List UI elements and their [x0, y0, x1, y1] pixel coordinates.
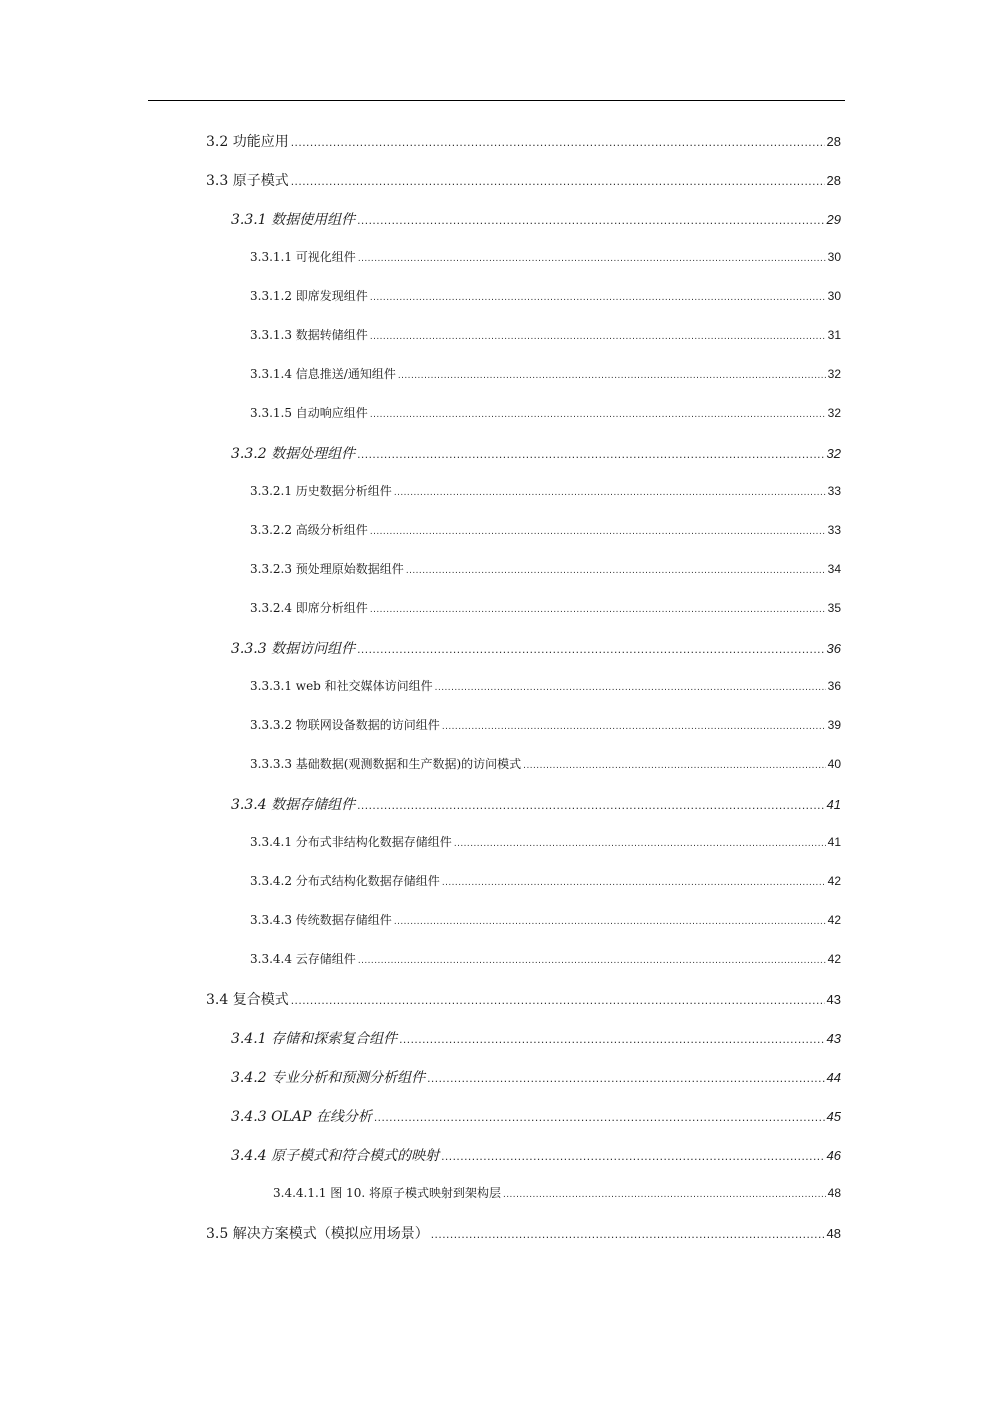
toc-leader-dots: [503, 1189, 826, 1200]
toc-entry[interactable]: [250, 365, 841, 382]
toc-entry-title: 3.3.2 数据处理组件: [231, 446, 356, 462]
toc-leader-dots: [357, 642, 824, 656]
toc-entry-page: 33: [827, 523, 841, 537]
toc-entry-page: 43: [826, 1031, 841, 1046]
toc-entry[interactable]: [206, 1223, 841, 1243]
toc-entry-page: 32: [827, 406, 841, 420]
toc-leader-dots: [374, 1110, 825, 1124]
toc-entry-page: 42: [827, 874, 841, 888]
toc-entry[interactable]: [206, 170, 841, 190]
toc-entry[interactable]: [250, 248, 841, 265]
toc-entry-page: 41: [826, 797, 841, 812]
toc-entry[interactable]: [231, 443, 841, 463]
toc-leader-dots: [442, 877, 826, 888]
toc-entry-title: 3.3.3.1 web 和社交媒体访问组件: [250, 679, 433, 693]
toc-entry-title: 3.3.3 数据访问组件: [231, 641, 356, 657]
toc-entry-page: 45: [826, 1109, 841, 1124]
toc-entry-page: 42: [827, 913, 841, 927]
toc-entry[interactable]: [231, 1067, 841, 1087]
toc-entry-title: 3.4.1 存储和探索复合组件: [231, 1031, 398, 1047]
toc-entry-title: 3.2 功能应用: [206, 134, 289, 150]
toc-entry-page: 42: [827, 952, 841, 966]
toc-entry-title: 3.3.1.1 可视化组件: [250, 250, 356, 264]
toc-entry-page: 36: [826, 641, 841, 656]
toc-entry[interactable]: [250, 716, 841, 733]
toc-entry[interactable]: [250, 560, 841, 577]
toc-leader-dots: [442, 721, 826, 732]
toc-entry-page: 28: [826, 134, 841, 149]
toc-leader-dots: [291, 174, 825, 188]
toc-entry-title: 3.3.4.4 云存储组件: [250, 952, 356, 966]
toc-entry-title: 3.3.4 数据存储组件: [231, 797, 356, 813]
toc-entry-page: 46: [826, 1148, 841, 1163]
toc-entry-title: 3.3.4.3 传统数据存储组件: [250, 913, 392, 927]
toc-entry-title: 3.3.1.5 自动响应组件: [250, 406, 368, 420]
toc-leader-dots: [454, 838, 826, 849]
toc-leader-dots: [358, 253, 826, 264]
toc-leader-dots: [406, 565, 826, 576]
toc-entry[interactable]: [206, 989, 841, 1009]
toc-leader-dots: [398, 370, 826, 381]
toc-entry[interactable]: [250, 326, 841, 343]
toc-entry[interactable]: [250, 482, 841, 499]
toc-entry[interactable]: [250, 521, 841, 538]
toc-entry[interactable]: [250, 911, 841, 928]
toc-leader-dots: [394, 916, 826, 927]
toc-leader-dots: [357, 798, 824, 812]
toc-leader-dots: [441, 1149, 824, 1163]
toc-leader-dots: [370, 526, 826, 537]
toc-entry-page: 48: [826, 1226, 841, 1241]
toc-entry-title: 3.3.4.2 分布式结构化数据存储组件: [250, 874, 440, 888]
toc-entry-title: 3.3.2.1 历史数据分析组件: [250, 484, 392, 498]
toc-entry-title: 3.3.3.3 基础数据(观测数据和生产数据)的访问模式: [250, 757, 522, 771]
toc-entry-title: 3.3.1.3 数据转储组件: [250, 328, 368, 342]
toc-leader-dots: [431, 1227, 825, 1241]
toc-entry-page: 39: [827, 718, 841, 732]
toc-entry[interactable]: [231, 1106, 841, 1126]
toc-leader-dots: [370, 331, 826, 342]
toc-entry-page: 41: [827, 835, 841, 849]
toc-entry-title: 3.3.1.2 即席发现组件: [250, 289, 368, 303]
toc-leader-dots: [435, 682, 826, 693]
toc-leader-dots: [357, 213, 824, 227]
toc-entry-title: 3.5 解决方案模式（模拟应用场景）: [206, 1226, 429, 1242]
toc-entry[interactable]: [250, 677, 841, 694]
toc-entry-page: 40: [827, 757, 841, 771]
toc-entry[interactable]: [231, 209, 841, 229]
toc-entry[interactable]: [273, 1184, 841, 1201]
toc-leader-dots: [370, 409, 826, 420]
toc-entry-page: 33: [827, 484, 841, 498]
toc-entry[interactable]: [250, 833, 841, 850]
toc-entry[interactable]: [231, 1145, 841, 1165]
toc-entry[interactable]: [250, 287, 841, 304]
toc-entry-title: 3.3.2.4 即席分析组件: [250, 601, 368, 615]
toc-entry[interactable]: [231, 638, 841, 658]
toc-entry-page: 34: [827, 562, 841, 576]
toc-entry-page: 32: [826, 446, 841, 461]
toc-entry-title: 3.3.3.2 物联网设备数据的访问组件: [250, 718, 440, 732]
toc-entry-page: 32: [827, 367, 841, 381]
toc-entry-title: 3.3.1 数据使用组件: [231, 212, 356, 228]
toc-entry-title: 3.4.3 OLAP 在线分析: [231, 1109, 372, 1125]
toc-entry-page: 44: [826, 1070, 841, 1085]
toc-entry[interactable]: [231, 1028, 841, 1048]
toc-entry-page: 29: [826, 212, 841, 227]
toc-leader-dots: [358, 955, 826, 966]
toc-entry[interactable]: [250, 404, 841, 421]
toc-entry-title: 3.3 原子模式: [206, 173, 289, 189]
toc-entry-title: 3.4.4.1.1 图 10. 将原子模式映射到架构层: [273, 1186, 501, 1200]
toc-entry-page: 30: [827, 250, 841, 264]
toc-entry-page: 43: [826, 992, 841, 1007]
toc-entry-title: 3.3.1.4 信息推送/通知组件: [250, 367, 396, 381]
toc-entry-title: 3.3.4.1 分布式非结构化数据存储组件: [250, 835, 452, 849]
toc-entry-title: 3.3.2.3 预处理原始数据组件: [250, 562, 404, 576]
toc-entry-page: 28: [826, 173, 841, 188]
toc-leader-dots: [357, 447, 824, 461]
toc-entry[interactable]: [231, 794, 841, 814]
toc-leader-dots: [291, 993, 825, 1007]
toc-entry-page: 31: [827, 328, 841, 342]
toc-entry-title: 3.4 复合模式: [206, 992, 289, 1008]
toc-entry[interactable]: [250, 755, 841, 772]
toc-entry-title: 3.3.2.2 高级分析组件: [250, 523, 368, 537]
toc-leader-dots: [291, 135, 825, 149]
toc-leader-dots: [399, 1032, 824, 1046]
toc-entry-title: 3.4.4 原子模式和符合模式的映射: [231, 1148, 440, 1164]
toc-entry-page: 35: [827, 601, 841, 615]
toc-entry[interactable]: [206, 131, 841, 151]
toc-leader-dots: [427, 1071, 824, 1085]
toc-leader-dots: [523, 760, 825, 771]
toc-entry[interactable]: [250, 599, 841, 616]
header-rule: [148, 100, 845, 101]
toc-entry-title: 3.4.2 专业分析和预测分析组件: [231, 1070, 426, 1086]
toc-leader-dots: [394, 487, 826, 498]
toc-leader-dots: [370, 604, 826, 615]
toc-entry-page: 30: [827, 289, 841, 303]
toc-entry-page: 36: [827, 679, 841, 693]
toc-leader-dots: [370, 292, 826, 303]
toc-entry[interactable]: [250, 950, 841, 967]
toc-entry-page: 48: [827, 1186, 841, 1200]
toc-entry[interactable]: [250, 872, 841, 889]
